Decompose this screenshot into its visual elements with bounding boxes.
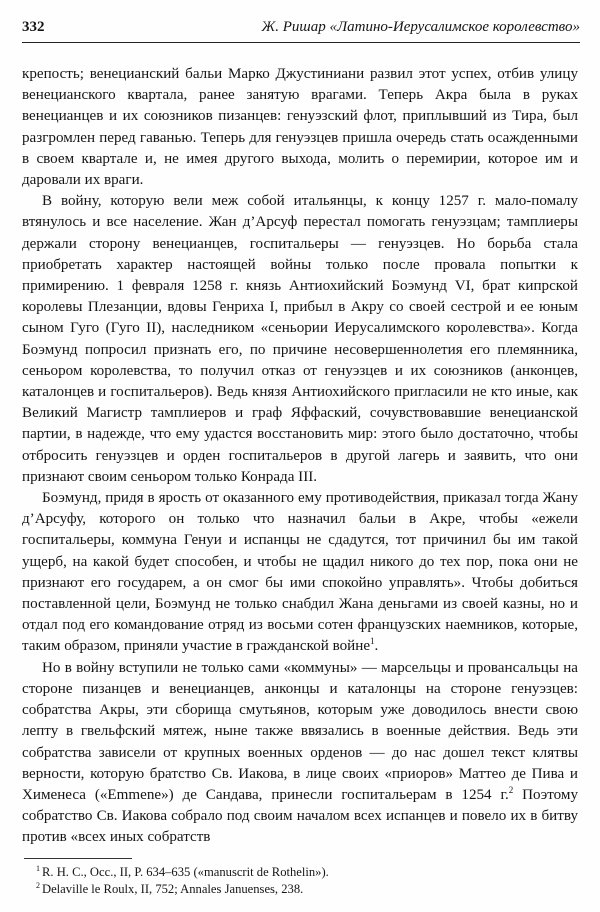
paragraph-text: Боэмунд, придя в ярость от оказанного ему противодействия, приказал тогда Жану д’Арсуфу, которого он только что назначил бальи в Акре, чтобы «ежели госпитальеры, коммуна Генуи и испанцы не сдадутся, тот причинил бы им такой ущерб, на какой будет способен, и чтобы не щадил никого до тех пор, пока они не признают его государем, а он смог бы ими спокойно управлять». Чтобы добиться поставленной цели, Боэмунд не только снабдил Жана деньгами из своей казны, но и отдал под его командование отряд из восьми сотен французских наемников, которые, таким образом, приняли участие в гражданской войне	[22, 490, 578, 655]
main-text	[22, 64, 578, 849]
footnote-2	[22, 881, 578, 898]
footnote-text: Delaville le Roulx, II, 752; Annales Januenses, 238.	[42, 882, 304, 896]
footnote-reference: 1	[370, 636, 375, 647]
footnote-1	[22, 864, 578, 881]
running-title: Ж. Ришар «Латино-Иерусалимское королевство»	[261, 19, 580, 35]
paragraph-text-continued: Поэтому собратство Св. Иакова собрало под своим началом всех испанцев и повело их в битву против «всех иных собратств	[22, 786, 578, 846]
footnotes	[22, 864, 578, 898]
footnote-mark: 2	[36, 881, 40, 890]
paragraph-text: В войну, которую вели меж собой итальянцы, к концу 1257 г. мало-помалу втянулось и все население. Жан д’Арсуф перестал помогать генуэзцам; тамплиеры держали сторону венецианцев, госпитальеры — генуэзцев. Но борьба стала приобретать характер настоящей войны только после провала попытки к примирению. 1 февраля 1258 г. князь Антиохийский Боэмунд VI, брат кипрской королевы Плезанции, вдовы Генриха I, прибыл в Акру со своей сестрой и ее юным сыном Гуго (Гуго II), наследником «сеньории Иерусалимского королевства». Когда Боэмунд попросил признать его, по причине несовершеннолетия его племянника, сеньором королевства, то получил отказ от генуэзцев и их союзников (анконцев, каталонцев и госпитальеров). Ведь князя Антиохийского пригласили не кто иные, как Великий Магистр тамплиеров и граф Яффаский, сочувствовавшие венецианской партии, в надежде, что ему удастся восстановить мир: этого было достаточно, чтобы отбросить генуэзцев и орден госпитальеров в другой лагерь и заявить, что они признают своим сеньором только Конрада III.	[22, 193, 578, 485]
paragraph-3: Боэмунд, придя в ярость от оказанного ему противодействия, приказал тогда Жану д’Арсуфу, которого он только что назначил бальи в Акре, чтобы «ежели госпитальеры, коммуна Генуи и испанцы не сдадутся, тот причинил бы им такой ущерб, на какой будет способен, и чтобы не щадил никого до тех пор, пока они не признают его государем, а он смог бы ими спокойно управлять». Чтобы добиться поставленной цели, Боэмунд не только снабдил Жана деньгами из своей казны, но и отдал под его командование отряд из восьми сотен французских наемников, которые, таким образом, приняли участие в гражданской войне$^1$.	[22, 490, 578, 655]
paragraph-text: крепость; венецианский бальи Марко Джустиниани развил этот успех, отбив улицу венецианского квартала, ранее занятую врагами. Теперь Акра была в руках венецианцев и их союзников пизанцев: генуэзский флот, приплывший из Тира, был разгромлен перед гаванью. Теперь для генуэзцев пришла очередь стать осажденными в своем квартале и, не имея другого выхода, молить о перемирии, которое им и даровали их враги.	[22, 66, 578, 189]
footnote-separator	[24, 858, 132, 859]
paragraph-2	[22, 191, 578, 488]
paragraph-1	[22, 64, 578, 191]
running-header	[22, 18, 580, 43]
footnote-reference: 2	[508, 784, 514, 795]
page-number: 332	[22, 19, 45, 35]
footnote-mark: 1	[36, 864, 40, 873]
paragraph-text: Но в войну вступили не только сами «коммуны» — марсельцы и провансальцы на стороне пизанцев и венецианцев, анконцы и каталонцы на стороне генуэзцев: собратства Акры, эти сборища смутьянов, которым уже доводилось внести свою лепту в гвельфский мятеж, ныне также ввязались в военные действия. Ведь эти собратства зависели от крупных военных орденов — до нас дошел текст клятвы верности, которую братство Св. Иакова, в лице своих «приоров» Маттео де Пива и Хименеса («Emmene») де Сандава, принесли госпитальерам в 1254 г.	[22, 659, 578, 803]
footnote-text: R. H. C., Occ., II, P. 634–635 («manuscrit de Rothelin»).	[42, 865, 329, 879]
paragraph-4	[22, 658, 578, 849]
